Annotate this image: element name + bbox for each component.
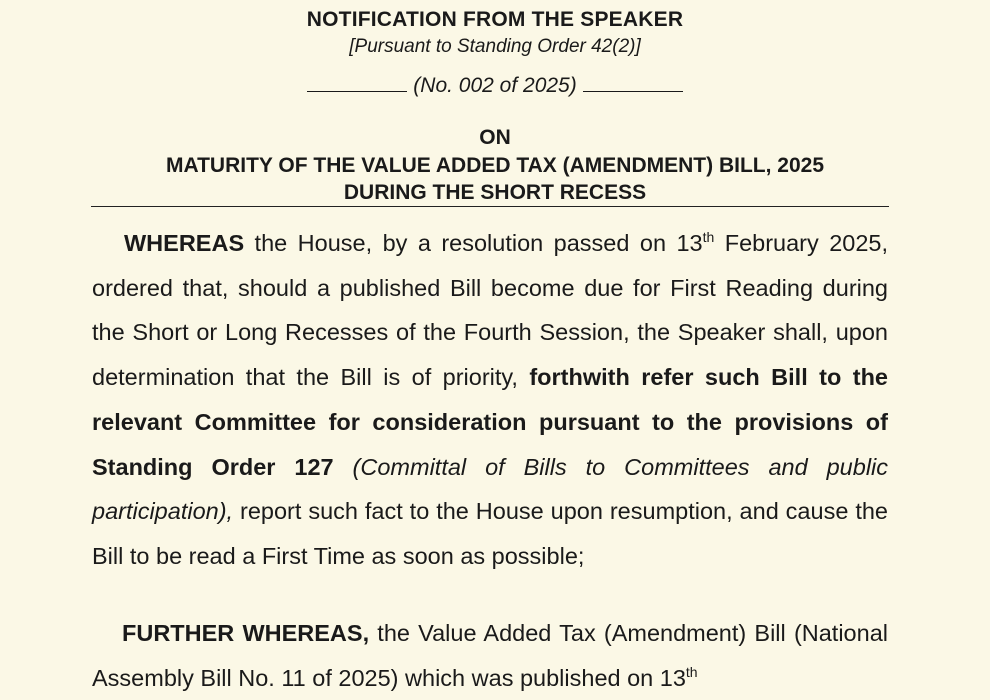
further-whereas-lead: FURTHER WHEREAS,: [122, 620, 370, 646]
p1-text-1: the House, by a resolution passed on 13: [244, 230, 703, 256]
p1-italic-text: (Committal of Bills to Committees and public participation),: [92, 453, 889, 525]
document-subtitle: [Pursuant to Standing Order 42(2)]: [349, 36, 641, 57]
p2-text-1: the Value Added Tax (Amendment) Bill (National Assembly Bill No. 11 of 2025) which was published on 13: [92, 620, 888, 691]
heading-divider: [91, 206, 889, 207]
paragraph-further-whereas: [92, 611, 888, 700]
whereas-lead: WHEREAS: [124, 230, 245, 256]
p2-sup-1: th: [685, 663, 698, 680]
notice-number-line: [0, 74, 990, 98]
left-rule: [307, 91, 407, 92]
p1-text-3: report such fact to the House upon resumption, and cause the Bill to be read a First Time as soon as possible;: [92, 498, 888, 569]
right-rule: [583, 91, 683, 92]
document-title: NOTIFICATION FROM THE SPEAKER: [306, 8, 684, 31]
paragraph-whereas: [92, 221, 888, 579]
heading-line-2: DURING THE SHORT RECESS: [343, 181, 647, 204]
heading-line-1: MATURITY OF THE VALUE ADDED TAX (AMENDMENT) BILL, 2025: [165, 154, 824, 177]
notice-number: (No. 002 of 2025): [413, 74, 577, 97]
on-label: ON: [479, 126, 511, 149]
p1-sup-1: th: [702, 229, 715, 246]
p1-bold-text: forthwith refer such Bill to the relevant Committee for consideration pursuant to the provisions of Standing Order 127: [92, 364, 888, 480]
p1-text-2: February 2025, ordered that, should a published Bill become due for First Reading during the Short or Long Recesses of the Fourth Session, the Speaker shall, upon determination that the Bill is of priority,: [92, 230, 888, 391]
